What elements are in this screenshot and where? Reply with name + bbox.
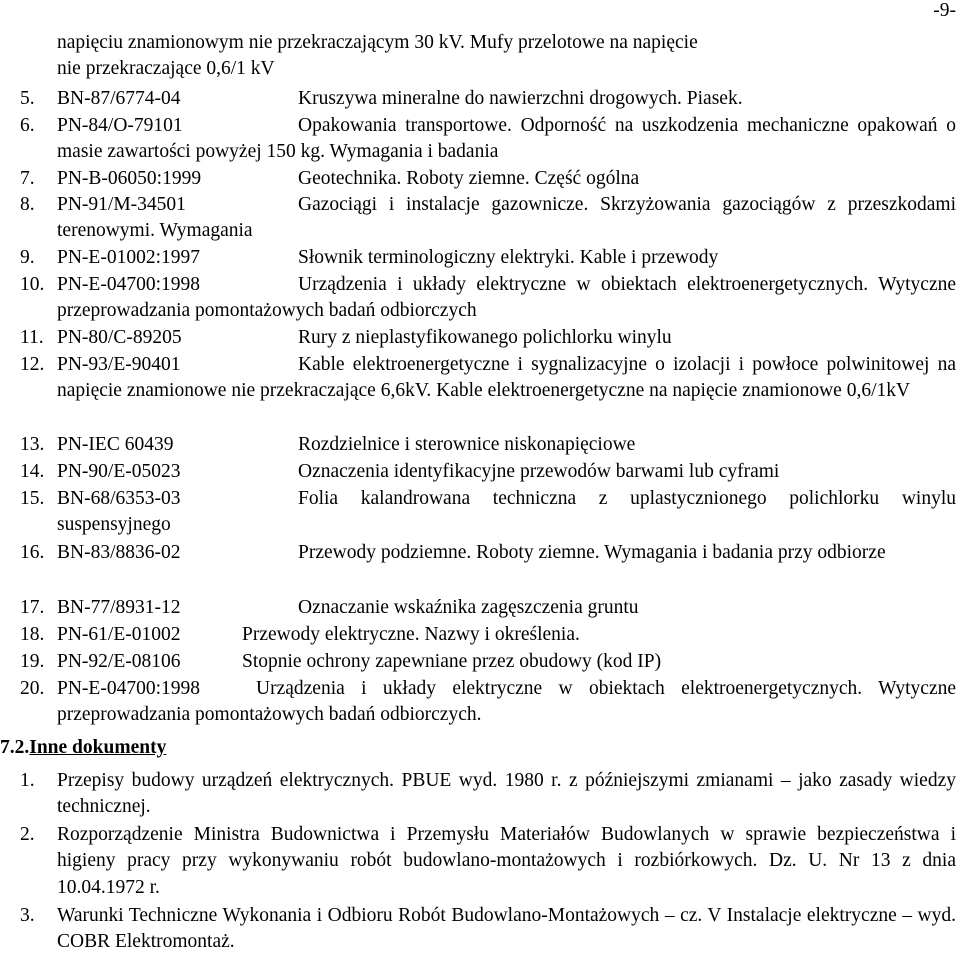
reference-number: 17. — [20, 597, 45, 618]
reference-description: Gazociągi i instalacje gazownicze. Skrzyżowania gazociągów z przeszkodami terenowymi. Wymagania — [57, 194, 956, 242]
reference-description: Kable elektroenergetyczne i sygnalizacyjne o izolacji i powłoce polwinitowej na napięcie znamionowe nie przekraczające 6,6kV. Kable elektroenergetyczne na napięcie znamionowe 0,6/1kV — [57, 354, 956, 402]
reference-code: PN-84/O-79101 — [57, 115, 183, 136]
reference-description: Kruszywa mineralne do nawierzchni drogowych. Piasek. — [298, 88, 743, 109]
reference-code: BN-68/6353-03 — [57, 488, 181, 509]
reference-item — [20, 113, 956, 166]
reference-code: PN-IEC 60439 — [57, 434, 174, 455]
page-number: -9- — [933, 0, 956, 21]
reference-number: 5. — [20, 88, 35, 109]
reference-description: Stopnie ochrony zapewniane przez obudowy (kod IP) — [242, 651, 662, 672]
reference-description: Geotechnika. Roboty ziemne. Część ogólna — [298, 168, 640, 189]
reference-item — [20, 649, 956, 675]
reference-code: PN-92/E-08106 — [57, 651, 181, 672]
reference-item — [20, 432, 956, 458]
reference-item — [20, 245, 956, 271]
reference-description: Urządzenia i układy elektryczne w obiektach elektroenergetycznych. Wytyczne przeprowadzania pomontażowych badań odbiorczych — [57, 274, 956, 322]
reference-item — [20, 595, 956, 621]
reference-code: PN-93/E-90401 — [57, 354, 181, 375]
document-text: Rozporządzenie Ministra Budownictwa i Przemysłu Materiałów Budowlanych w sprawie bezpieczeństwa i higieny pracy przy wykonywaniu robót budowlano-montażowych i rozbiórkowych. Dz. U. Nr 13 z dnia 10.04.1972 r. — [57, 824, 956, 898]
reference-number: 8. — [20, 194, 35, 215]
document-item — [20, 822, 956, 901]
reference-number: 15. — [20, 488, 45, 509]
reference-description: Oznaczanie wskaźnika zagęszczenia gruntu — [298, 597, 639, 618]
reference-code: PN-90/E-05023 — [57, 461, 181, 482]
reference-number: 6. — [20, 115, 35, 136]
reference-code: PN-E-01002:1997 — [57, 247, 200, 268]
document-item — [20, 768, 956, 821]
document-number: 3. — [20, 905, 35, 926]
reference-code: PN-91/M-34501 — [57, 194, 186, 215]
reference-code: PN-80/C-89205 — [57, 327, 182, 348]
section-number: 7.2. — [0, 737, 30, 758]
reference-number: 9. — [20, 247, 35, 268]
reference-item — [20, 272, 956, 325]
reference-description: Opakowania transportowe. Odporność na uszkodzenia mechaniczne opakowań o masie zawartości powyżej 150 kg. Wymagania i badania — [57, 115, 956, 163]
reference-code: BN-77/8931-12 — [57, 597, 181, 618]
reference-number: 13. — [20, 434, 45, 455]
reference-number: 11. — [20, 327, 44, 348]
reference-description: Oznaczenia identyfikacyjne przewodów barwami lub cyframi — [298, 461, 780, 482]
reference-item — [20, 86, 956, 112]
reference-item — [20, 192, 956, 245]
document-text: Przepisy budowy urządzeń elektrycznych. PBUE wyd. 1980 r. z późniejszymi zmianami – jako zasady wiedzy technicznej. — [57, 770, 956, 818]
reference-item — [20, 486, 956, 539]
reference-description: Słownik terminologiczny elektryki. Kable i przewody — [298, 247, 719, 268]
reference-number: 12. — [20, 354, 45, 375]
reference-description: Przewody elektryczne. Nazwy i określenia. — [242, 624, 580, 645]
reference-item — [20, 459, 956, 485]
reference-number: 10. — [20, 274, 45, 295]
reference-description: Przewody podziemne. Roboty ziemne. Wymagania i badania przy odbiorze — [298, 542, 886, 563]
reference-description: Rury z nieplastyfikowanego polichlorku winylu — [298, 327, 672, 348]
reference-code: PN-B-06050:1999 — [57, 168, 202, 189]
document-number: 1. — [20, 770, 35, 791]
reference-number: 14. — [20, 461, 45, 482]
document-item — [20, 903, 956, 956]
reference-code: BN-87/6774-04 — [57, 88, 181, 109]
reference-item — [20, 166, 956, 192]
reference-number: 18. — [20, 624, 45, 645]
reference-number: 19. — [20, 651, 45, 672]
reference-description: Folia kalandrowana techniczna z uplastycznionego polichlorku winylu suspensyjnego — [57, 488, 956, 536]
reference-item — [20, 622, 956, 648]
reference-description: Rozdzielnice i sterownice niskonapięciowe — [298, 434, 636, 455]
reference-number: 20. — [20, 678, 45, 699]
reference-code: PN-61/E-01002 — [57, 624, 181, 645]
reference-code: PN-E-04700:1998 — [57, 678, 200, 699]
reference-item — [20, 352, 956, 405]
document-text: Warunki Techniczne Wykonania i Odbioru Robót Budowlano-Montażowych – cz. V Instalacje elektryczne – wyd. COBR Elektromontaż. — [57, 905, 956, 953]
reference-item — [20, 540, 956, 566]
reference-code: BN-83/8836-02 — [57, 542, 181, 563]
intro-line: nie przekraczające 0,6/1 kV — [57, 58, 275, 79]
document-number: 2. — [20, 824, 35, 845]
reference-description: Urządzenia i układy elektryczne w obiektach elektroenergetycznych. Wytyczne przeprowadzania pomontażowych badań odbiorczych. — [57, 678, 956, 726]
section-title: Inne dokumenty — [29, 737, 167, 758]
reference-number: 16. — [20, 542, 45, 563]
reference-item — [20, 325, 956, 351]
section-heading — [0, 735, 166, 761]
reference-item — [20, 676, 956, 729]
reference-number: 7. — [20, 168, 35, 189]
reference-code: PN-E-04700:1998 — [57, 274, 200, 295]
intro-line: napięciu znamionowym nie przekraczającym 30 kV. Mufy przelotowe na napięcie — [57, 32, 698, 53]
